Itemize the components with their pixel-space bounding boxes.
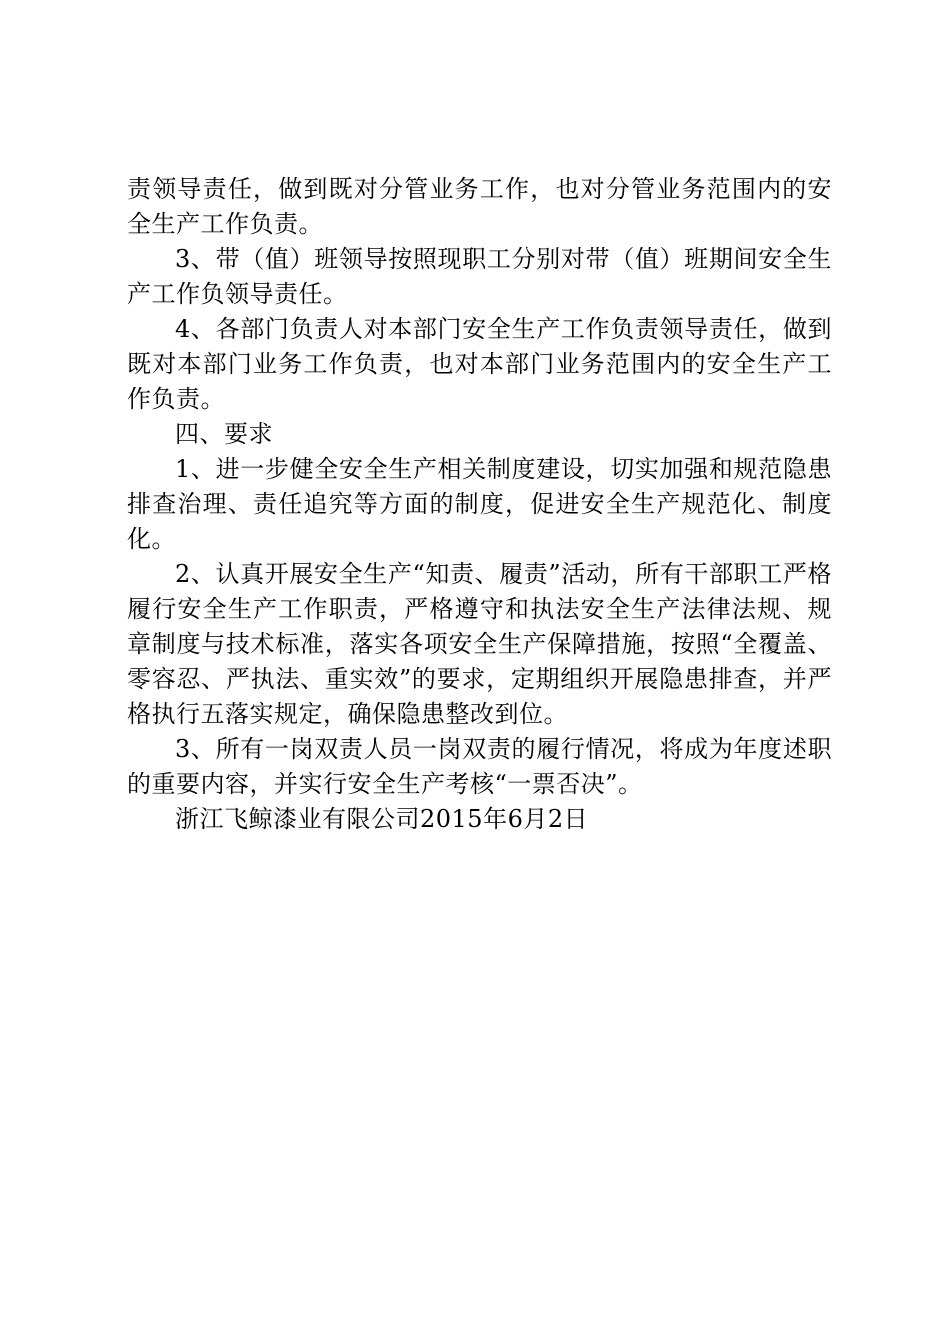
paragraph-requirement-1: 1、进一步健全安全生产相关制度建设，切实加强和规范隐患排查治理、责任追究等方面的制度，促进安全生产规范化、制度化。 <box>127 455 832 553</box>
document-body <box>127 172 832 837</box>
paragraph-item-4-department-head: 4、各部门负责人对本部门安全生产工作负责领导责任，做到既对本部门业务工作负责，也对本部门业务范围内的安全生产工作负责。 <box>127 315 832 413</box>
signature-company-date: 浙江飞鲸漆业有限公司2015年6月2日 <box>175 805 589 833</box>
section-heading-requirements: 四、要求 <box>175 420 273 448</box>
paragraph-requirement-3: 3、所有一岗双责人员一岗双责的履行情况，将成为年度述职的重要内容，并实行安全生产考核“一票否决”。 <box>127 735 832 798</box>
paragraph-requirement-2: 2、认真开展安全生产“知责、履责”活动，所有干部职工严格履行安全生产工作职责，严格遵守和执法安全生产法律法规、规章制度与技术标准，落实各项安全生产保障措施，按照“全覆盖、零容忍、严执法、重实效”的要求，定期组织开展隐患排查，并严格执行五落实规定，确保隐患整改到位。 <box>127 560 832 728</box>
paragraph-responsibility-continued: 责领导责任，做到既对分管业务工作，也对分管业务范围内的安全生产工作负责。 <box>127 175 832 238</box>
paragraph-item-3-duty-leader: 3、带（值）班领导按照现职工分别对带（值）班期间安全生产工作负领导责任。 <box>127 245 832 308</box>
